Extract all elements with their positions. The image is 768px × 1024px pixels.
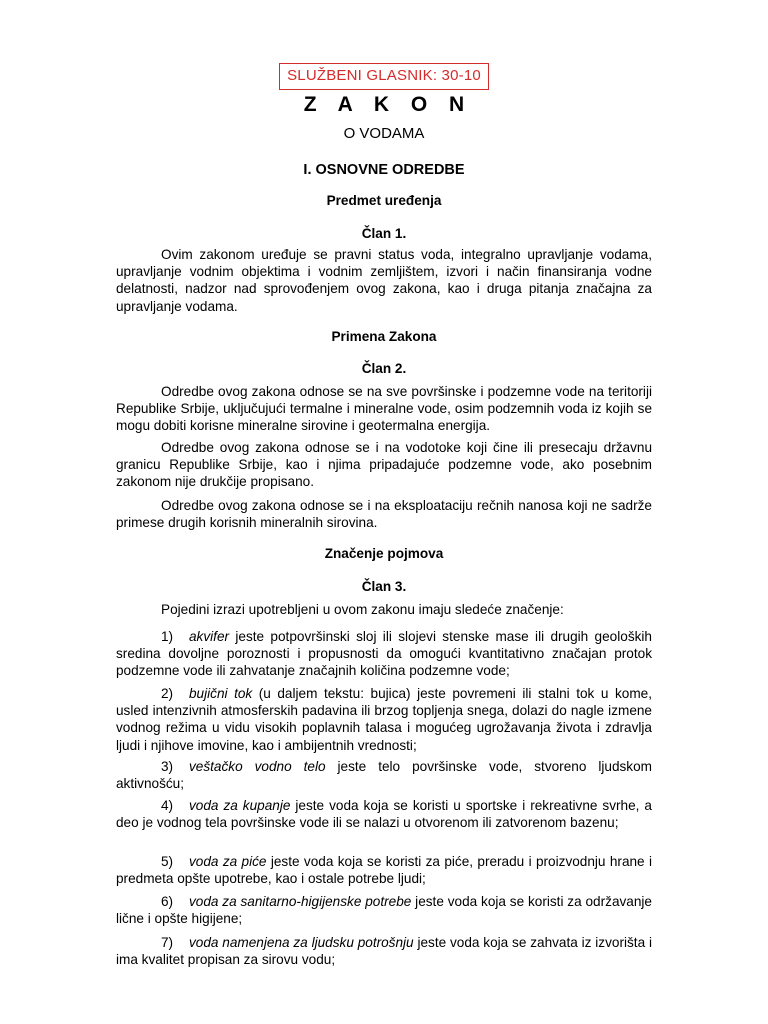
article-1-paragraph: Ovim zakonom uređuje se pravni status voda, integralno upravljanje vodama, upravljanje vodnim objektima i vodnim zemljištem, izvori i način finansiranja vodne delatnosti, nadzor nad sprovođenjem ovog zakona, kao i druga pitanja značajna za upravljanje vodama. <box>116 247 652 314</box>
gazette-reference: SLUŽBENI GLASNIK: 30-10 <box>287 67 481 84</box>
definition-item <box>116 797 652 831</box>
article-2-paragraph-3: Odredbe ovog zakona odnose se i na eksploataciju rečnih nanosa koji ne sadrže primese drugih korisnih mineralnih sirovina. <box>116 498 652 531</box>
item-term: voda za sanitarno-higijenske potrebe <box>189 894 412 909</box>
definition-item <box>116 893 652 927</box>
item-number: 5) <box>161 854 174 869</box>
item-number: 3) <box>161 759 174 774</box>
article-3-heading: Član 3. <box>361 579 407 594</box>
definition-item <box>116 628 652 680</box>
item-number: 6) <box>161 894 174 909</box>
article-2-paragraph-2: Odredbe ovog zakona odnose se i na vodotoke koji čine ili presecaju državnu granicu Republike Srbije, kao i njima pripadajuće podzemne vode, ako posebnim zakonom nije drukčije propisano. <box>116 440 652 490</box>
definition-item <box>116 934 652 968</box>
item-text: jeste telo površinske vode, stvoreno ljudskom aktivnošću; <box>116 759 652 792</box>
law-title: Z A K O N <box>303 93 473 116</box>
item-term: voda za kupanje <box>189 798 291 813</box>
item-text: (u daljem tekstu: bujica) jeste povremeni ili stalni tok u kome, usled intenzivnih atmosferskih padavina ili brzog topljenja snega, dolazi do nagle izmene vodnog režima u vidu visokih poplavnih talasa i mogućeg ugrožavanja života i zdravlja ljudi i njihove imovine, kao i ambijentnih vrednosti; <box>116 686 652 753</box>
item-text: jeste voda koja se koristi za piće, preradu i proizvodnju hrane i predmeta opšte upotrebe, kao i ostale potrebe ljudi; <box>116 854 652 887</box>
subheading-primena: Primena Zakona <box>331 329 437 344</box>
article-2-heading: Član 2. <box>361 361 407 376</box>
gazette-reference-box <box>279 63 489 90</box>
item-term: bujični tok <box>189 686 253 701</box>
article-3-intro: Pojedini izrazi upotrebljeni u ovom zakonu imaju sledeće značenje: <box>161 602 564 617</box>
item-number: 1) <box>161 629 174 644</box>
law-subtitle: O VODAMA <box>343 125 425 142</box>
item-text: jeste voda koja se koristi za održavanje lične i opšte higijene; <box>116 894 652 927</box>
item-number: 2) <box>161 686 174 701</box>
section-heading: I. OSNOVNE ODREDBE <box>303 162 465 178</box>
item-term: voda namenjena za ljudsku potrošnju <box>189 935 414 950</box>
item-text: jeste voda koja se koristi u sportske i rekreativne svrhe, a deo je vodnog tela površinske vode ili se nalazi u otvorenom ili zatvorenom bazenu; <box>116 798 652 831</box>
item-text: jeste voda koja se zahvata iz izvorišta i ima kvalitet propisan za sirovu vodu; <box>116 935 652 968</box>
article-1-heading: Član 1. <box>361 226 407 241</box>
item-number: 4) <box>161 798 174 813</box>
subheading-predmet: Predmet uređenja <box>326 193 442 208</box>
item-term: veštačko vodno telo <box>189 759 326 774</box>
item-term: akvifer <box>189 629 230 644</box>
article-2-paragraph-1: Odredbe ovog zakona odnose se na sve površinske i podzemne vode na teritoriji Republike Srbije, uključujući termalne i mineralne vode, osim podzemnih voda iz kojih se mogu dobiti korisne mineralne sirovine i geotermalna energija. <box>116 384 652 434</box>
item-text: jeste potpovršinski sloj ili slojevi stenske mase ili drugih geoloških sredina dovoljne poroznosti i propusnosti da omogući kvantitativno značajan protok podzemne vode ili zahvatanje značajnih količina podzemne vode; <box>116 629 652 679</box>
definition-item <box>116 685 652 754</box>
subheading-znacenje: Značenje pojmova <box>324 546 444 561</box>
item-number: 7) <box>161 935 174 950</box>
item-term: voda za piće <box>189 854 267 869</box>
definition-item <box>116 758 652 792</box>
definition-item <box>116 853 652 887</box>
